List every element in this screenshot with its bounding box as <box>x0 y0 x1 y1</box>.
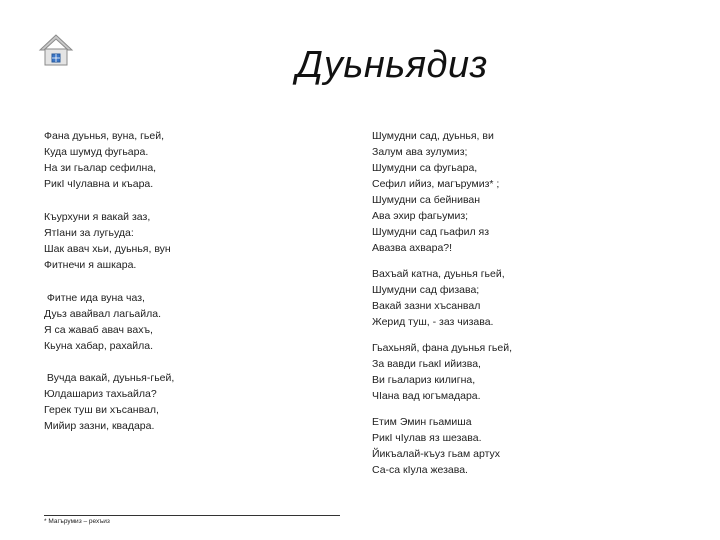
poem-line: За вавди гьакӀ ийизва, <box>372 358 481 370</box>
poem-line: РикӀ чӀулав яз шезава. <box>372 432 482 444</box>
poem-line: Ава эхир фагьумиз; <box>372 210 469 222</box>
poem-line: На зи гьалар сефилна, <box>44 162 157 174</box>
page-title: Дуьньядиз <box>296 44 488 86</box>
stanza <box>372 414 672 478</box>
poem-line: Са-са кӀула жезава. <box>372 464 468 476</box>
poem-line: Етим Эмин гьамиша <box>372 416 472 428</box>
stanza <box>44 370 344 434</box>
poem-line: Залум ава зулумиз; <box>372 146 468 158</box>
poem-line: Вакай зазни хъсанвал <box>372 300 481 312</box>
footnote-divider <box>44 515 340 516</box>
poem-line: Йикъалай-къуз гьам артух <box>372 448 501 460</box>
poem-line: Кьуна хабар, рахайла. <box>44 340 154 352</box>
poem-line: ЯтӀани за лугьуда: <box>44 227 134 239</box>
poem-line: Фана дуьнья, вуна, гьей, <box>44 130 165 142</box>
stanza <box>44 209 344 273</box>
stanza <box>44 290 344 354</box>
poem-line: Авазва ахвара?! <box>372 242 453 254</box>
poem-right-column <box>372 128 672 478</box>
poem-line: Шумудни са фугьара, <box>372 162 478 174</box>
poem-line: РикӀ чӀулавна и къара. <box>44 178 154 190</box>
poem-line: Герек туш ви хъсанвал, <box>44 404 159 416</box>
poem-left-column <box>44 128 344 434</box>
poem-line: Юлдашариз тахьайла? <box>44 388 157 400</box>
poem-line: Шумудни сад гьафил яз <box>372 226 490 238</box>
stanza <box>372 340 672 404</box>
poem-line: Жерид туш, - заз чизава. <box>372 316 494 328</box>
poem-line: Вучда вакай, дуьнья-гьей, <box>44 372 175 384</box>
footnote: * Магърумиз – рехъиз <box>44 518 110 525</box>
poem-line: Гьахьняй, фана дуьнья гьей, <box>372 342 512 354</box>
stanza <box>372 266 672 330</box>
stanza <box>44 128 344 192</box>
poem-line: Вахъай катна, дуьнья гьей, <box>372 268 505 280</box>
poem-line: ЧӀана вад югъмадара. <box>372 390 481 402</box>
poem-line: Шумудни сад, дуьнья, ви <box>372 130 494 142</box>
poem-line: Мийир зазни, квадара. <box>44 420 155 432</box>
poem-line: Фитне ида вуна чаз, <box>44 292 145 304</box>
poem-line: Къурхуни я вакай заз, <box>44 211 151 223</box>
poem-line: Шак авач хьи, дуьнья, вун <box>44 243 171 255</box>
poem-line: Сефил ийиз, магърумиз* ; <box>372 178 500 190</box>
poem-line: Дуьз авайвал лагьайла. <box>44 308 161 320</box>
poem-line: Шумудни сад физава; <box>372 284 480 296</box>
poem-line: Куда шумуд фугьара. <box>44 146 149 158</box>
poem-line: Фитнечи я ашкара. <box>44 259 137 271</box>
stanza <box>372 128 672 256</box>
poem-line: Ви гьалариз килигна, <box>372 374 476 386</box>
poem-line: Шумудни са бейниван <box>372 194 481 206</box>
poem-line: Я са жаваб авач вахъ, <box>44 324 153 336</box>
